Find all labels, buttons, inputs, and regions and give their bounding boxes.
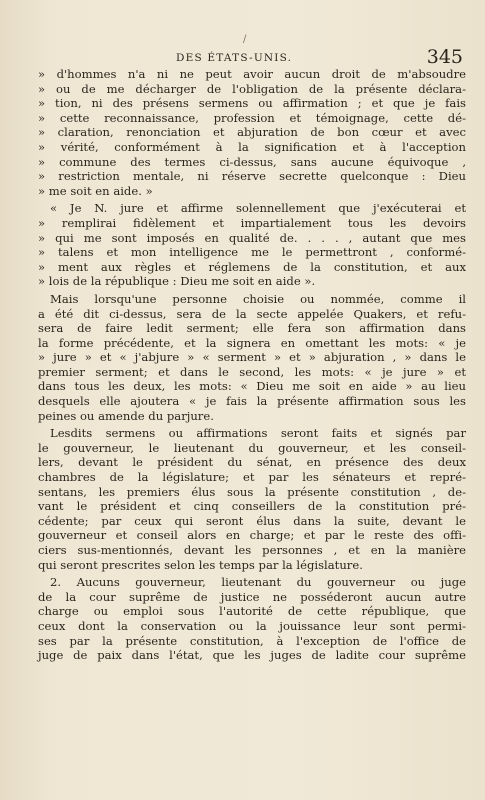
text-line: » vérité, conformément à la signification et à l'acception [38, 139, 466, 154]
text-line: » tion, ni des présens sermens ou affirmation ; et que je fais [38, 96, 466, 111]
text-line: juge de paix dans l'état, que les juges de ladite cour suprême [38, 648, 466, 663]
body-text [38, 67, 466, 663]
text-line: gouverneur et conseil alors en charge; et par le reste des offi- [38, 528, 466, 543]
text-line: a été dit ci-dessus, sera de la secte appelée Quakers, et refu- [38, 306, 466, 321]
text-line: » talens et mon intelligence me le permettront , conformé- [38, 245, 466, 260]
text-line: » jure » et « j'abjure » « serment » et » abjuration , » dans le [38, 350, 466, 365]
text-line: » ment aux règles et réglemens de la constitution, et aux [38, 259, 466, 274]
text-line: le gouverneur, le lieutenant du gouverneur, et les conseil- [38, 440, 466, 455]
text-line: qui seront prescrites selon les temps par la législature. [38, 557, 363, 572]
text-line: cédente; par ceux qui seront élus dans la suite, devant le [38, 513, 466, 528]
text-line: ses par la présente constitution, à l'exception de l'office de [38, 633, 466, 648]
text-line: » commune des termes ci-dessus, sans aucune équivoque , [38, 154, 466, 169]
text-line: desquels elle ajoutera « je fais la présente affirmation sous les [38, 394, 466, 409]
text-line: lers, devant le président du sénat, en présence des deux [38, 455, 466, 470]
text-line: » me soit en aide. » [38, 183, 153, 198]
text-line: » lois de la république : Dieu me soit en aide ». [38, 274, 316, 289]
text-line: premier serment; et dans le second, les mots: « je jure » et [38, 364, 466, 379]
pencil-mark: / [243, 34, 247, 45]
text-line: « Je N. jure et affirme solennellement que j'exécuterai et [50, 201, 466, 216]
text-line: » cette reconnaissance, profession et témoignage, cette dé- [38, 110, 466, 125]
text-line: vant le président et cinq conseillers de la constitution pré- [38, 499, 466, 514]
text-line: 2. Aucuns gouverneur, lieutenant du gouverneur ou juge [50, 575, 466, 590]
text-line: charge ou emploi sous l'autorité de cette république, que [38, 604, 466, 619]
running-head: DES ÉTATS-UNIS. [176, 52, 293, 64]
page-number: 345 [426, 46, 463, 68]
text-line: de la cour suprême de justice ne posséderont aucun autre [38, 589, 466, 604]
text-line: » d'hommes n'a ni ne peut avoir aucun droit de m'absoudre [38, 67, 466, 81]
text-line: peines ou amende du parjure. [38, 408, 214, 423]
text-line: Mais lorsqu'une personne choisie ou nommée, comme il [50, 291, 466, 306]
text-line: » qui me sont imposés en qualité de. . . . , autant que mes [38, 230, 466, 245]
text-line: ciers sus-mentionnés, devant les personnes , et en la manière [38, 543, 466, 557]
text-line: ceux dont la conservation ou la jouissance leur sont permi- [38, 618, 466, 633]
text-line: la forme précédente, et la signera en omettant les mots: « je [38, 335, 466, 350]
text-line: » claration, renonciation et abjuration de bon cœur et avec [38, 125, 466, 140]
text-line: » ou de me décharger de l'obligation de la présente déclara- [38, 81, 466, 96]
text-line: » remplirai fidèlement et impartialement tous les devoirs [38, 215, 466, 230]
text-line: sentans, les premiers élus sous la présente constitution , de- [38, 484, 466, 499]
text-line: chambres de la législature; et par les sénateurs et repré- [38, 470, 466, 485]
text-line: » restriction mentale, ni réserve secrette quelconque : Dieu [38, 169, 466, 184]
text-line: sera de faire ledit serment; elle fera son affirmation dans [38, 321, 466, 336]
text-line: Lesdits sermens ou affirmations seront faits et signés par [50, 426, 466, 441]
text-line: dans tous les deux, les mots: « Dieu me soit en aide » au lieu [38, 379, 466, 394]
